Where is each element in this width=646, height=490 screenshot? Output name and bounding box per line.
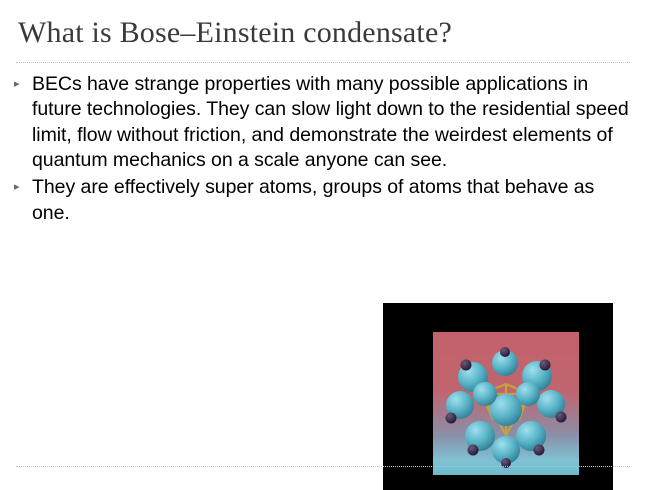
- list-item-text: BECs have strange properties with many possible applications in future technologies. They can slow light down to the residential speed limit, flow without friction, and demonstrate the weirdest elements of quantum mechanics on a scale anyone can see.: [32, 73, 629, 172]
- bullet-arrow-icon: ▸: [14, 78, 20, 90]
- illustration-panel: [433, 332, 579, 475]
- page-title: What is Bose–Einstein condensate?: [18, 16, 452, 49]
- molecule-graphic: [433, 332, 579, 475]
- title-divider: [16, 62, 630, 63]
- list-item: [14, 175, 630, 226]
- content-body: [14, 72, 630, 228]
- bottom-divider: [16, 466, 630, 467]
- list-item: [14, 72, 630, 173]
- molecular-cluster-illustration: [383, 303, 613, 490]
- list-item-text: They are effectively super atoms, groups of atoms that behave as one.: [32, 176, 595, 224]
- bullet-arrow-icon: ▸: [14, 181, 20, 194]
